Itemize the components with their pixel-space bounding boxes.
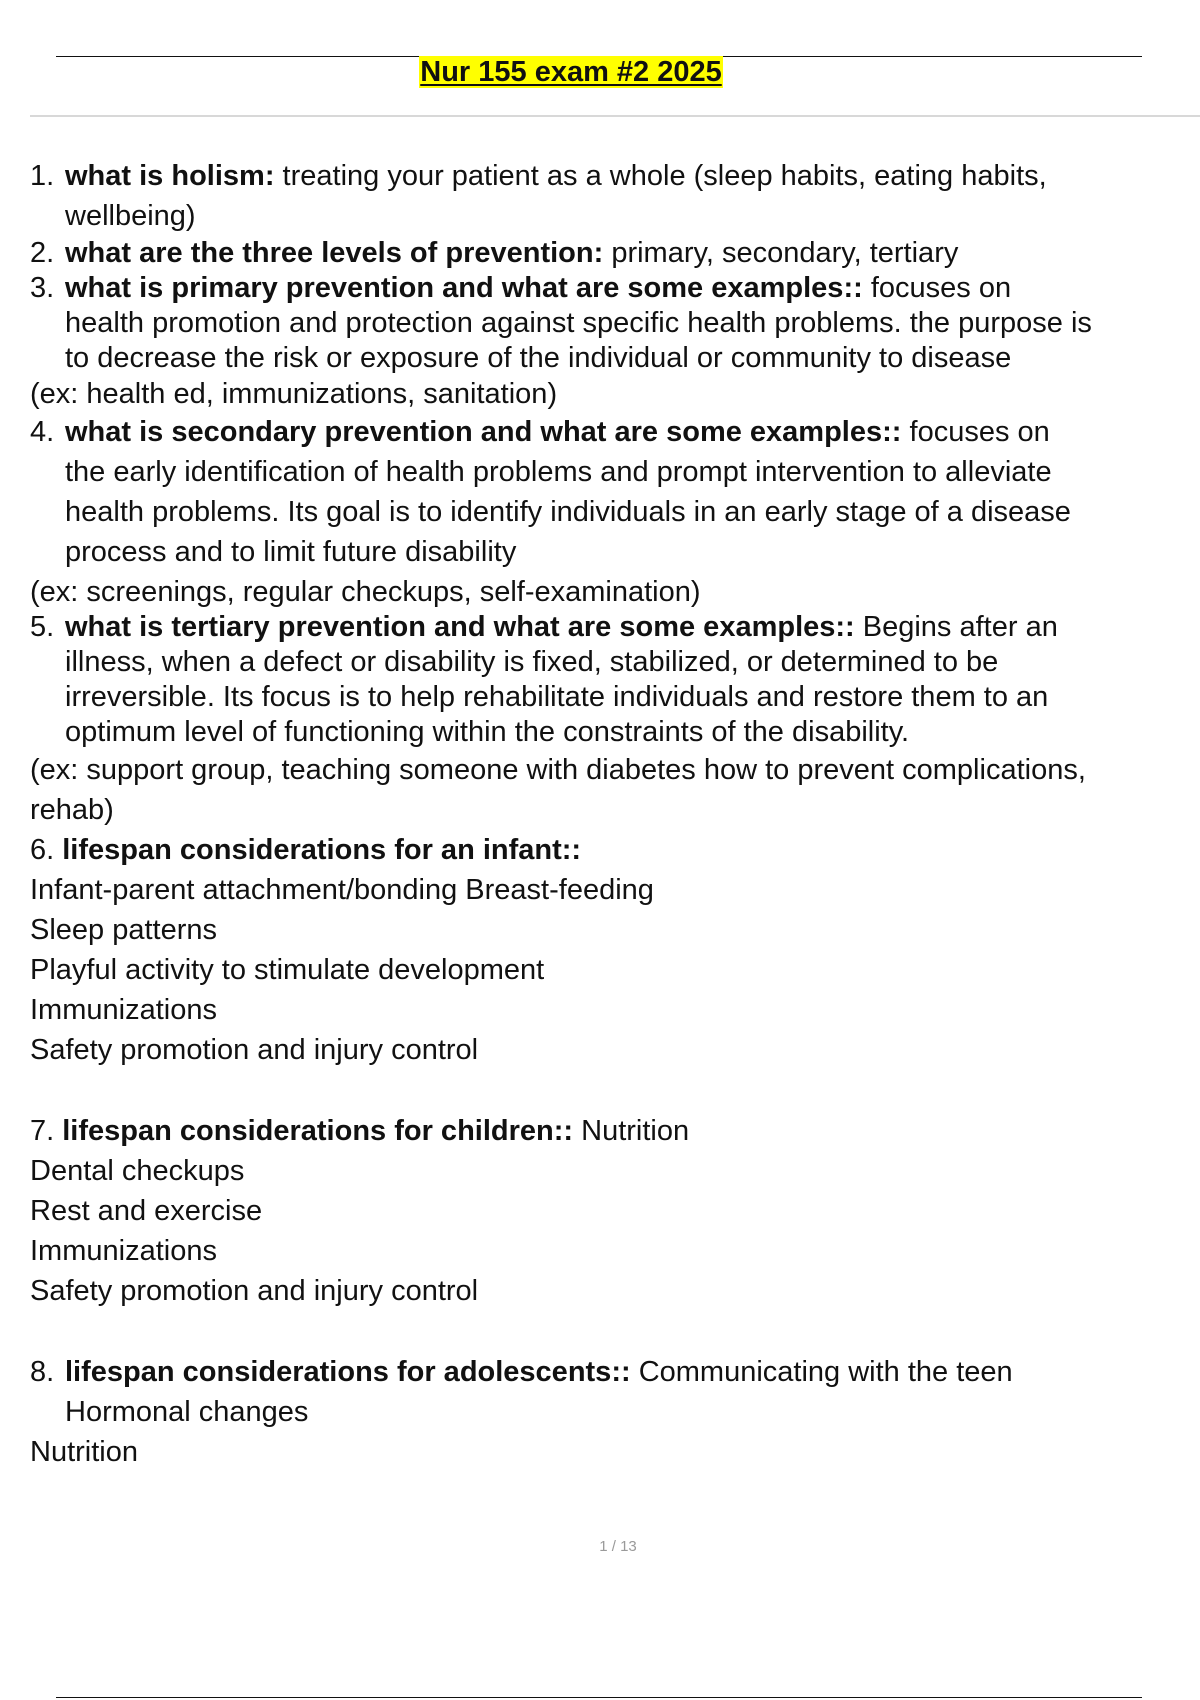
consideration-line: Safety promotion and injury control <box>30 1034 479 1066</box>
item-answer-line: illness, when a defect or disability is fixed, stabilized, or determined to be <box>65 646 999 678</box>
item-answer-line: the early identification of health problems and prompt intervention to alleviate <box>65 456 1052 488</box>
item-question: what is primary prevention and what are some examples:: <box>65 272 863 304</box>
consideration-line: Dental checkups <box>30 1155 245 1187</box>
item-question: lifespan considerations for children:: <box>62 1115 574 1147</box>
spacer <box>30 1070 1200 1111</box>
item-number: 4. <box>30 416 55 448</box>
item-number: 8. <box>30 1356 55 1388</box>
list-item <box>30 271 1200 376</box>
item-answer-line: wellbeing) <box>65 200 196 232</box>
consideration-line: Safety promotion and injury control <box>30 1275 479 1307</box>
consideration-line: Playful activity to stimulate development <box>30 954 545 986</box>
header-divider <box>30 115 1200 117</box>
item-answer-line: Begins after an <box>854 611 1058 643</box>
item-answer-line: health promotion and protection against specific health problems. the purpose is <box>65 307 1092 339</box>
example-line: (ex: screenings, regular checkups, self-examination) <box>30 576 701 608</box>
item-number: 1. <box>30 160 55 192</box>
example-line: (ex: support group, teaching someone with diabetes how to prevent complications, <box>30 754 1086 786</box>
list-item <box>30 233 1200 273</box>
item-answer-line: Communicating with the teen <box>630 1356 1013 1388</box>
item-number: 2. <box>30 237 55 269</box>
item-question: what are the three levels of prevention: <box>65 237 604 269</box>
spacer <box>30 1311 1200 1352</box>
list-item <box>30 830 1200 870</box>
item-answer-line: treating your patient as a whole (sleep habits, eating habits, <box>274 160 1047 192</box>
example-line: rehab) <box>30 794 114 826</box>
list-item <box>30 1111 1200 1151</box>
consideration-line: Nutrition <box>30 1436 138 1468</box>
document-title-text: Nur 155 exam #2 2025 <box>420 56 722 88</box>
list-item <box>30 1352 1200 1432</box>
item-number: 7. <box>30 1115 55 1147</box>
item-question: lifespan considerations for an infant:: <box>62 834 582 866</box>
item-answer-line: focuses on <box>862 272 1012 304</box>
item-answer-line: irreversible. Its focus is to help rehabilitate individuals and restore them to an <box>65 681 1049 713</box>
item-question: lifespan considerations for adolescents:: <box>65 1356 631 1388</box>
consideration-line: Immunizations <box>30 994 217 1026</box>
item-answer-line: Nutrition <box>573 1115 690 1147</box>
bottom-rule <box>56 1697 1142 1698</box>
document-title <box>0 56 1142 89</box>
page-number: 1 / 13 <box>599 1538 637 1555</box>
consideration-line: Infant-parent attachment/bonding Breast-feeding <box>30 874 654 906</box>
item-question: what is holism: <box>65 160 275 192</box>
example-line: (ex: health ed, immunizations, sanitation) <box>30 378 558 410</box>
item-answer-line: primary, secondary, tertiary <box>603 237 959 269</box>
item-answer-line: to decrease the risk or exposure of the individual or community to disease <box>65 342 1012 374</box>
list-item <box>30 610 1200 750</box>
item-answer-line: Hormonal changes <box>65 1396 309 1428</box>
item-number: 3. <box>30 272 55 304</box>
item-answer-line: focuses on <box>901 416 1050 448</box>
item-question: what is tertiary prevention and what are some examples:: <box>65 611 855 643</box>
item-answer-line: optimum level of functioning within the constraints of the disability. <box>65 716 910 748</box>
document-body <box>30 156 1200 1472</box>
item-number: 6. <box>30 834 55 866</box>
item-answer-line: health problems. Its goal is to identify individuals in an early stage of a disease <box>65 496 1071 528</box>
item-answer-line: process and to limit future disability <box>65 536 517 568</box>
consideration-line: Immunizations <box>30 1235 217 1267</box>
item-question: what is secondary prevention and what are some examples:: <box>65 416 902 448</box>
item-number: 5. <box>30 611 55 643</box>
list-item <box>30 156 1200 236</box>
list-item <box>30 412 1200 572</box>
consideration-line: Sleep patterns <box>30 914 218 946</box>
consideration-line: Rest and exercise <box>30 1195 263 1227</box>
